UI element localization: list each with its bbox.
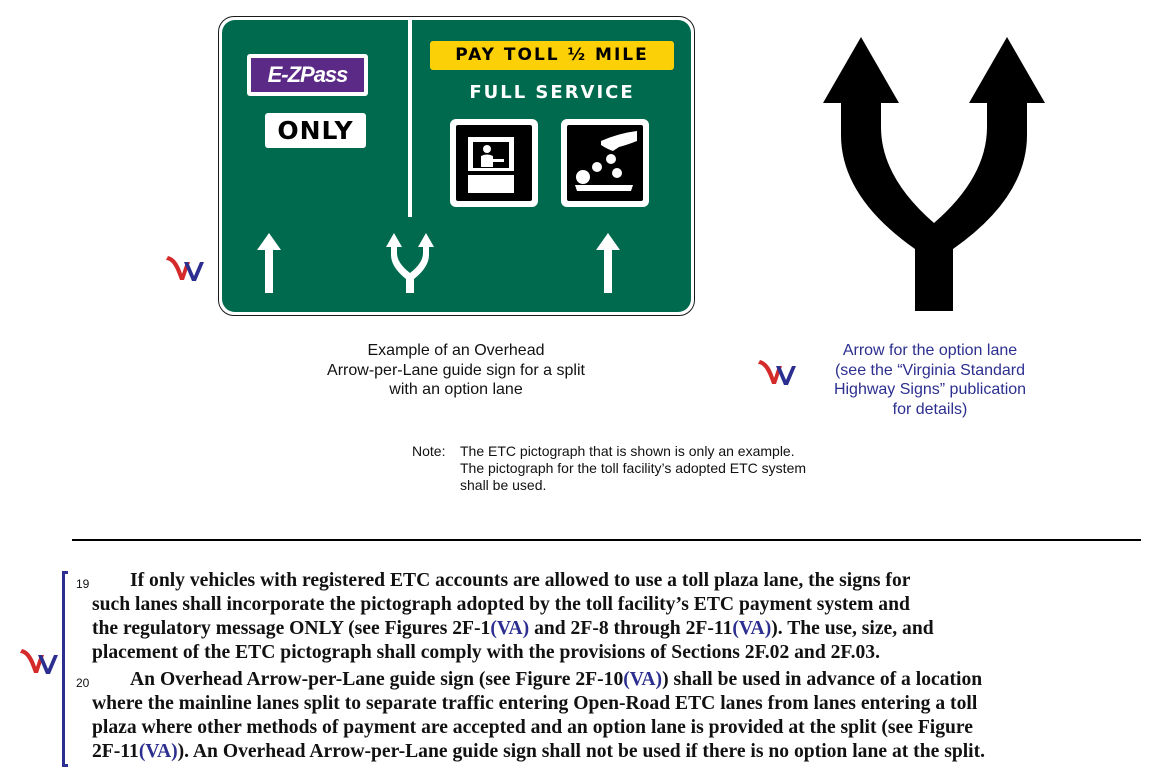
paragraph-number: 19	[76, 577, 90, 591]
virginia-logo-icon	[164, 254, 204, 284]
toll-booth-attendant-pictograph-icon	[450, 119, 538, 207]
option-split-arrow-icon	[386, 233, 434, 293]
paragraph-line: plaza where other methods of payment are accepted and an option lane is provided at the split (see Figure	[92, 717, 973, 738]
up-arrow-icon	[257, 233, 281, 293]
pay-toll-banner: PAY TOLL ½ MILE	[430, 41, 674, 70]
text-run: An Overhead Arrow-per-Lane guide sign (see Figure 2F-10	[130, 669, 624, 690]
caption-line: Arrow-per-Lane guide sign for a split	[327, 361, 585, 379]
virginia-logo-icon	[18, 647, 58, 677]
paragraph-line	[92, 617, 1152, 641]
caption-line: Highway Signs” publication	[833, 381, 1027, 398]
paragraph-line	[92, 740, 1152, 764]
option-lane-arrow-icon	[823, 37, 1045, 311]
note-text	[460, 443, 880, 494]
paragraph-20	[76, 668, 1152, 764]
va-link[interactable]: (VA)	[138, 741, 178, 762]
text-run: ). An Overhead Arrow-per-Lane guide sign shall not be used if there is no option lane at the split.	[177, 741, 986, 762]
caption-line: for details)	[892, 400, 968, 418]
caption-line: Arrow for the option lane	[842, 342, 1018, 359]
overhead-arrow-per-lane-sign	[218, 16, 695, 316]
paragraph-line	[92, 668, 1152, 692]
full-service-label: FULL SERVICE	[469, 82, 635, 103]
paragraph-line: placement of the ETC pictograph shall comply with the provisions of Sections 2F.02 and 2F.03.	[92, 642, 880, 663]
text-run: the regulatory message ONLY (see Figures 2F-1	[92, 618, 491, 639]
paragraph-line: where the mainline lanes split to separate traffic entering Open-Road ETC lanes from lanes entering a toll	[92, 693, 978, 714]
paragraph-line	[92, 569, 1152, 593]
text-run: and 2F-8 through 2F-11	[529, 618, 733, 639]
paragraph-line: such lanes shall incorporate the pictograph adopted by the toll facility’s ETC payment system and	[92, 594, 910, 615]
only-plaque: ONLY	[265, 113, 366, 148]
va-link[interactable]: (VA)	[490, 618, 530, 639]
note-line: shall be used.	[460, 477, 547, 493]
sign-caption	[296, 341, 616, 400]
caption-line: with an option lane	[389, 381, 523, 398]
ezpass-logo-text: E-ZPass	[251, 58, 364, 92]
text-run: ). The use, size, and	[771, 618, 934, 639]
note-label: Note:	[412, 443, 446, 459]
paragraph-number: 20	[76, 676, 90, 690]
change-bar-bracket	[62, 571, 68, 767]
caption-line: Example of an Overhead	[367, 342, 545, 359]
horizontal-rule	[72, 539, 1141, 541]
va-link[interactable]: (VA)	[732, 618, 772, 639]
va-link[interactable]: (VA)	[623, 669, 663, 690]
text-run: 2F-11	[92, 741, 139, 762]
paragraph-19	[76, 569, 1152, 665]
text-run: If only vehicles with registered ETC accounts are allowed to use a toll plaza lane, the signs for	[130, 570, 911, 591]
note-line: The pictograph for the toll facility’s adopted ETC system	[460, 460, 807, 476]
text-run: ) shall be used in advance of a location	[662, 669, 983, 690]
arrow-caption	[790, 341, 1070, 419]
sign-panel	[222, 20, 691, 312]
caption-line: (see the “Virginia Standard	[834, 361, 1026, 379]
coin-drop-pictograph-icon	[561, 119, 649, 207]
lane-divider-line	[408, 20, 412, 217]
note-line: The ETC pictograph that is shown is only an example.	[460, 443, 795, 459]
ezpass-logo	[247, 54, 368, 96]
up-arrow-icon	[596, 233, 620, 293]
